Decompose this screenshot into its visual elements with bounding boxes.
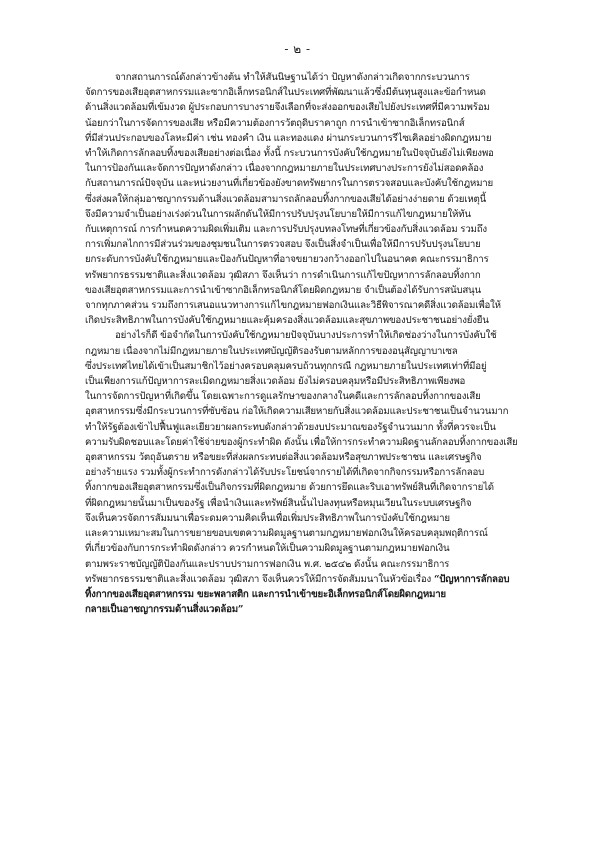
text-segment: ความรับผิดชอบและโดยค่าใช้จ่ายของผู้กระทำผิด ดังนั้น เพื่อให้การกระทำความผิดฐานลักลอบทิ้งกากของเสีย <box>85 436 518 448</box>
text-segment: ทรัพยากรธรรมชาติและสิ่งแวดล้อม วุฒิสภา จึงเห็นว่า การดำเนินการแก้ไขปัญหาการลักลอบทิ้งกาก <box>85 269 481 281</box>
text-line <box>85 85 525 100</box>
text-line <box>85 100 525 115</box>
text-segment: ทำให้เกิดการลักลอบทิ้งของเสียอย่างต่อเนื่อง ทั้งนี้ กระบวนการบังคับใช้กฎหมายในปัจจุบันยังไม่เพียงพอ <box>85 148 494 160</box>
text-line <box>85 450 525 465</box>
text-line <box>85 283 525 298</box>
document-body <box>85 70 525 617</box>
text-line <box>85 328 525 343</box>
text-segment: ตามพระราชบัญญัติป้องกันและปราบปรามการฟอกเงิน พ.ศ. ๒๕๔๒ ดังนั้น คณะกรรมาธิการ <box>85 558 450 570</box>
text-line <box>85 557 525 572</box>
text-line <box>85 511 525 526</box>
text-segment: ทิ้งกากของเสียอุตสาหกรรมซึ่งเป็นกิจกรรมที่ผิดกฎหมาย ด้วยการยึดและริบเอาทรัพย์สินที่เกิดจากรายได้ <box>85 482 494 494</box>
text-segment: เป็นเพียงการแก้ปัญหาการละเมิดกฎหมายสิ่งแวดล้อม ยังไม่ครอบคลุมหรือมีประสิทธิภาพเพียงพอ <box>85 376 466 388</box>
text-line <box>85 587 525 602</box>
text-line <box>85 252 525 267</box>
text-segment: ที่มีส่วนประกอบของโลหะมีค่า เช่น ทองคำ เงิน และทองแดง ผ่านกระบวนการรีไซเคิลอย่างผิดกฎหมาย <box>85 132 492 144</box>
text-line <box>85 237 525 252</box>
text-segment: กับเหตุการณ์ การกำหนดความผิดเพิ่มเติม และการปรับปรุงบทลงโทษที่เกี่ยวข้องกับสิ่งแวดล้อม รวมถึง <box>85 224 487 236</box>
text-line <box>85 146 525 161</box>
text-segment: ยกระดับการบังคับใช้กฎหมายและป้องกันปัญหาที่อาจขยายวงกว้างออกไปในอนาคต คณะกรรมาธิการ <box>85 254 489 266</box>
text-line <box>85 344 525 359</box>
text-segment: ด้านสิ่งแวดล้อมที่เข้มงวด ผู้ประกอบการบางรายจึงเลือกที่จะส่งออกของเสียไปยังประเทศที่มีความพร้อม <box>85 102 490 114</box>
text-line <box>85 207 525 222</box>
text-line <box>85 313 525 328</box>
text-segment: การเพิ่มกลไกการมีส่วนร่วมของชุมชนในการตรวจสอบ จึงเป็นสิ่งจำเป็นเพื่อให้มีการปรับปรุงนโยบาย <box>85 239 481 251</box>
text-line <box>85 176 525 191</box>
text-line <box>85 572 525 587</box>
text-segment: และความเหมาะสมในการขยายขอบเขตความผิดมูลฐานตามกฎหมายฟอกเงินให้ครอบคลุมพฤติการณ์ <box>85 528 488 540</box>
text-segment: อุตสาหกรรมซึ่งมีกระบวนการที่ซับซ้อน ก่อให้เกิดความเสียหายกับสิ่งแวดล้อมและประชาชนเป็นจำนวนมาก <box>85 406 509 418</box>
text-segment: อย่างไรก็ดี ข้อจำกัดในการบังคับใช้กฎหมายปัจจุบันบางประการทำให้เกิดช่องว่างในการบังคับใช้ <box>115 330 497 342</box>
text-line <box>85 602 525 617</box>
text-segment: จากทุกภาคส่วน รวมถึงการเสนอแนวทางการแก้ไขกฎหมายฟอกเงินและวิธีพิจารณาคดีสิ่งแวดล้อมเพื่อให้ <box>85 300 501 312</box>
text-segment: จัดการของเสียอุตสาหกรรมและซากอิเล็กทรอนิกส์ในประเทศที่พัฒนาแล้วซึ่งมีต้นทุนสูงและข้อกำหนด <box>85 87 486 99</box>
text-segment: ที่ผิดกฎหมายนั้นมาเป็นของรัฐ เพื่อนำเงินและทรัพย์สินนั้นไปลงทุนหรือหมุนเวียนในระบบเศรษฐกิจ <box>85 497 472 509</box>
text-segment: ในการป้องกันและจัดการปัญหาดังกล่าว เนื่องจากกฎหมายภายในประเทศบางประการยังไม่สอดคล้อง <box>85 163 484 175</box>
text-line <box>85 268 525 283</box>
text-line <box>85 131 525 146</box>
text-segment: ของเสียอุตสาหกรรมและการนำเข้าซากอิเล็กทรอนิกส์โดยผิดกฎหมาย จำเป็นต้องได้รับการสนับสนุน <box>85 284 481 296</box>
bold-text-segment: กลายเป็นอาชญากรรมด้านสิ่งแวดล้อม” <box>85 604 244 616</box>
text-line <box>85 161 525 176</box>
text-line <box>85 541 525 556</box>
text-segment: ในการจัดการปัญหาที่เกิดขึ้น โดยเฉพาะการดูแลรักษาของกลางในคดีและการลักลอบทิ้งกากของเสีย <box>85 391 481 403</box>
text-segment: ที่เกี่ยวข้องกับการกระทำผิดดังกล่าว ควรกำหนดให้เป็นความผิดมูลฐานตามกฎหมายฟอกเงิน <box>85 543 450 555</box>
text-line <box>85 480 525 495</box>
paragraph <box>85 328 525 617</box>
text-line <box>85 389 525 404</box>
text-line <box>85 70 525 85</box>
text-line <box>85 465 525 480</box>
text-segment: กฎหมาย เนื่องจากไม่มีกฎหมายภายในประเทศบัญญัติรองรับตามหลักการของอนุสัญญาบาเซล <box>85 345 458 357</box>
text-segment: จึงเห็นควรจัดการสัมมนาเพื่อระดมความคิดเห็นเพื่อเพิ่มประสิทธิภาพในการบังคับใช้กฎหมาย <box>85 512 450 524</box>
text-line <box>85 404 525 419</box>
text-segment: ซึ่งส่งผลให้กลุ่มอาชญากรรมด้านสิ่งแวดล้อมสามารถลักลอบทิ้งกากของเสียได้อย่างง่ายดาย ด้วยเหตุนี้ <box>85 193 487 205</box>
text-segment: ซึ่งประเทศไทยได้เข้าเป็นสมาชิกไว้อย่างครอบคลุมครบถ้วนทุกกรณี กฎหมายภายในประเทศเท่าที่มีอยู่ <box>85 360 487 372</box>
text-line <box>85 420 525 435</box>
page-number: - ๒ - <box>284 42 311 56</box>
text-segment: จากสถานการณ์ดังกล่าวข้างต้น ทำให้สันนิษฐานได้ว่า ปัญหาดังกล่าวเกิดจากกระบวนการ <box>115 72 470 83</box>
text-segment: เกิดประสิทธิภาพในการบังคับใช้กฎหมายและคุ้มครองสิ่งแวดล้อมและสุขภาพของประชาชนอย่างยั่งยืน <box>85 315 489 327</box>
text-line <box>85 374 525 389</box>
text-line <box>85 192 525 207</box>
text-segment: ทำให้รัฐต้องเข้าไปฟื้นฟูและเยียวยาผลกระทบดังกล่าวด้วยงบประมาณของรัฐจำนวนมาก ทั้งที่ควรจะเป็น <box>85 421 496 433</box>
text-line <box>85 222 525 237</box>
text-segment: จึงมีความจำเป็นอย่างเร่งด่วนในการผลักดันให้มีการปรับปรุงนโยบายให้มีการแก้ไขกฎหมายให้ทัน <box>85 208 471 220</box>
text-segment: กับสถานการณ์ปัจจุบัน และหน่วยงานที่เกี่ยวข้องยังขาดทรัพยากรในการตรวจสอบและบังคับใช้กฎหมาย <box>85 178 493 190</box>
bold-text-segment: “ปัญหาการลักลอบ <box>433 573 510 585</box>
paragraph <box>85 70 525 328</box>
text-line <box>85 298 525 313</box>
text-segment: อย่างร้ายแรง รวมทั้งผู้กระทำการดังกล่าวได้รับประโยชน์จากรายได้ที่เกิดจากกิจกรรมหรือการลักลอบ <box>85 467 485 479</box>
text-segment: อุตสาหกรรม วัตถุอันตราย หรือขยะที่ส่งผลกระทบต่อสิ่งแวดล้อมหรือสุขภาพประชาชน และเศรษฐกิจ <box>85 452 482 464</box>
text-line <box>85 496 525 511</box>
bold-text-segment: ทิ้งกากของเสียอุตสาหกรรม ขยะพลาสติก และการนำเข้าขยะอิเล็กทรอนิกส์โดยผิดกฎหมาย <box>85 588 446 600</box>
text-segment: ทรัพยากรธรรมชาติและสิ่งแวดล้อม วุฒิสภา จึงเห็นควรให้มีการจัดสัมมนาในหัวข้อเรื่อง <box>85 573 434 585</box>
text-line <box>85 359 525 374</box>
text-segment: น้อยกว่าในการจัดการของเสีย หรือมีความต้องการวัตถุดิบราคาถูก การนำเข้าซากอิเล็กทรอนิกส์ <box>85 117 465 129</box>
text-line <box>85 116 525 131</box>
text-line <box>85 435 525 450</box>
text-line <box>85 526 525 541</box>
